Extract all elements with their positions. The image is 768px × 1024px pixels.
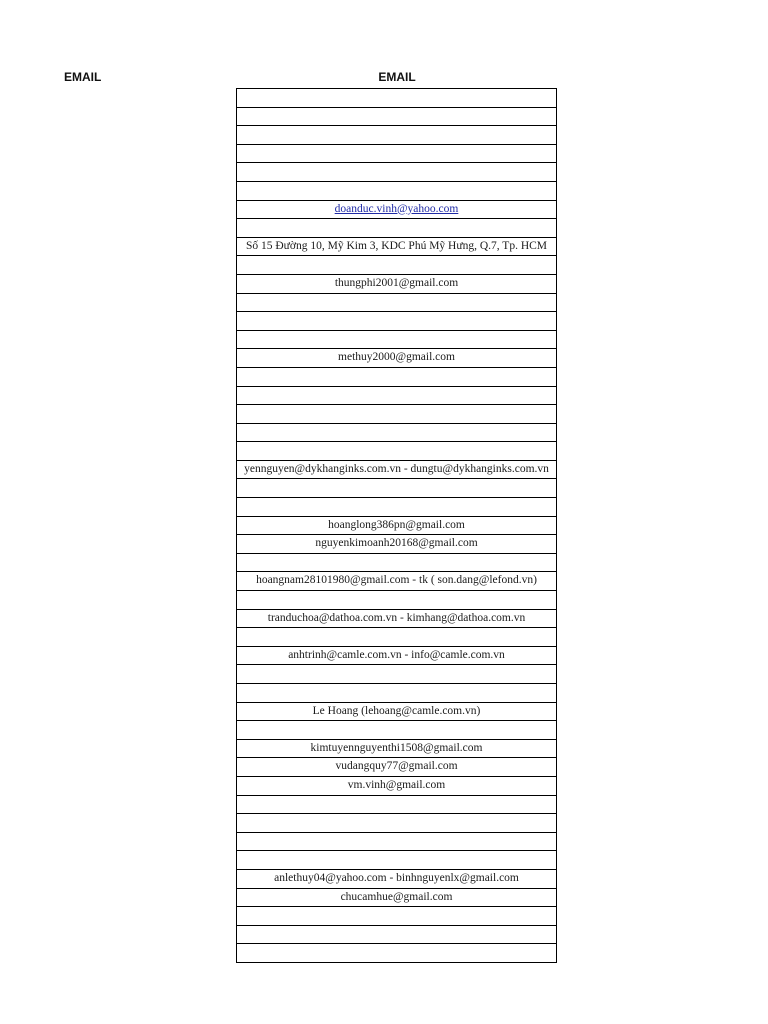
- table-cell: [237, 89, 556, 107]
- table-cell: Số 15 Đường 10, Mỹ Kim 3, KDC Phú Mỹ Hưng, Q.7, Tp. HCM: [245, 239, 548, 252]
- table-cell: [237, 926, 556, 944]
- table-row[interactable]: [237, 201, 556, 220]
- column-header-email: EMAIL: [378, 70, 416, 84]
- table-row[interactable]: [237, 182, 556, 201]
- table-row[interactable]: [237, 647, 556, 666]
- table-row[interactable]: [237, 554, 556, 573]
- table-cell: [237, 851, 556, 869]
- table-cell: nguyenkimoanh20168@gmail.com: [315, 537, 478, 550]
- table-row[interactable]: [237, 833, 556, 852]
- table-row[interactable]: [237, 238, 556, 257]
- table-cell: [237, 387, 556, 405]
- table-row[interactable]: [237, 572, 556, 591]
- table-cell: [237, 498, 556, 516]
- table-row[interactable]: [237, 870, 556, 889]
- table-cell: [237, 163, 556, 181]
- table-cell: [237, 145, 556, 163]
- table-row[interactable]: [237, 349, 556, 368]
- table-row[interactable]: [237, 312, 556, 331]
- table-cell: [237, 331, 556, 349]
- table-cell: [237, 721, 556, 739]
- table-cell: [237, 442, 556, 460]
- email-table: [236, 88, 557, 963]
- table-cell: [237, 628, 556, 646]
- table-cell: hoangnam28101980@gmail.com - tk ( son.dang@lefond.vn): [256, 574, 537, 587]
- table-cell: [237, 368, 556, 386]
- table-row[interactable]: [237, 628, 556, 647]
- table-row[interactable]: [237, 461, 556, 480]
- table-row[interactable]: [237, 889, 556, 908]
- table-row[interactable]: [237, 424, 556, 443]
- table-cell: [237, 219, 556, 237]
- table-row[interactable]: [237, 368, 556, 387]
- table-row[interactable]: [237, 591, 556, 610]
- table-row[interactable]: [237, 498, 556, 517]
- table-row[interactable]: [237, 907, 556, 926]
- table-cell: [237, 814, 556, 832]
- table-cell: [237, 944, 556, 962]
- table-cell: [237, 684, 556, 702]
- table-row[interactable]: [237, 405, 556, 424]
- table-cell: kimtuyennguyenthi1508@gmail.com: [310, 741, 483, 754]
- table-cell: [237, 294, 556, 312]
- table-cell: [237, 405, 556, 423]
- table-row[interactable]: [237, 479, 556, 498]
- table-cell: [237, 126, 556, 144]
- table-row[interactable]: [237, 294, 556, 313]
- table-cell: yennguyen@dykhanginks.com.vn - dungtu@dykhanginks.com.vn: [244, 462, 549, 475]
- table-row[interactable]: [237, 684, 556, 703]
- table-row[interactable]: [237, 126, 556, 145]
- table-cell: thungphi2001@gmail.com: [334, 276, 459, 289]
- table-row[interactable]: [237, 740, 556, 759]
- table-row[interactable]: [237, 145, 556, 164]
- table-row[interactable]: [237, 665, 556, 684]
- table-row[interactable]: [237, 535, 556, 554]
- table-cell: vudangquy77@gmail.com: [335, 760, 458, 773]
- table-cell: [237, 833, 556, 851]
- table-cell: [237, 665, 556, 683]
- table-row[interactable]: [237, 219, 556, 238]
- table-row[interactable]: [237, 89, 556, 108]
- table-row[interactable]: [237, 758, 556, 777]
- email-link[interactable]: doanduc.vinh@yahoo.com: [334, 202, 459, 215]
- table-cell: [237, 591, 556, 609]
- table-row[interactable]: [237, 851, 556, 870]
- table-cell: [237, 312, 556, 330]
- table-cell: [237, 907, 556, 925]
- table-cell: [237, 256, 556, 274]
- table-row[interactable]: [237, 517, 556, 536]
- table-cell: chucamhue@gmail.com: [340, 890, 453, 903]
- table-cell: Le Hoang (lehoang@camle.com.vn): [312, 704, 481, 717]
- table-row[interactable]: [237, 944, 556, 963]
- table-cell: tranduchoa@dathoa.com.vn - kimhang@dathoa.com.vn: [267, 611, 526, 624]
- table-row[interactable]: [237, 796, 556, 815]
- table-cell: hoanglong386pn@gmail.com: [328, 518, 465, 531]
- table-cell: [237, 479, 556, 497]
- table-row[interactable]: [237, 721, 556, 740]
- table-cell: [237, 554, 556, 572]
- table-row[interactable]: [237, 442, 556, 461]
- column-header-left: EMAIL: [64, 70, 102, 84]
- table-cell: anlethuy04@yahoo.com - binhnguyenlx@gmail.com: [274, 871, 519, 884]
- table-row[interactable]: [237, 926, 556, 945]
- table-row[interactable]: [237, 387, 556, 406]
- table-row[interactable]: [237, 777, 556, 796]
- table-row[interactable]: [237, 108, 556, 127]
- table-cell: vm.vinh@gmail.com: [347, 779, 446, 792]
- table-row[interactable]: [237, 610, 556, 629]
- table-cell: methuy2000@gmail.com: [338, 351, 455, 364]
- table-row[interactable]: [237, 275, 556, 294]
- table-cell: [237, 424, 556, 442]
- table-cell: [237, 796, 556, 814]
- table-row[interactable]: [237, 256, 556, 275]
- table-row[interactable]: [237, 331, 556, 350]
- table-cell: [237, 108, 556, 126]
- table-row[interactable]: [237, 814, 556, 833]
- table-cell: [237, 182, 556, 200]
- table-row[interactable]: [237, 163, 556, 182]
- table-row[interactable]: [237, 703, 556, 722]
- table-cell: anhtrinh@camle.com.vn - info@camle.com.vn: [288, 648, 505, 661]
